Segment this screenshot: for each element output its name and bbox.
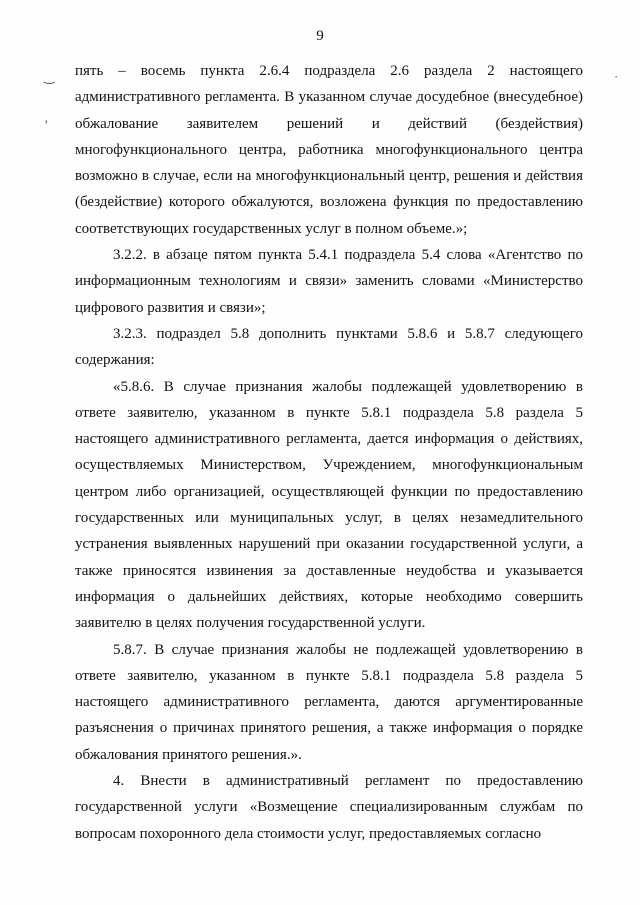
paragraph: 3.2.2. в абзаце пятом пункта 5.4.1 подраздела 5.4 слова «Агентство по информационным технологиям и связи» заменить словами «Министерство цифрового развития и связи»; — [75, 247, 583, 316]
scan-mark: ʼ — [44, 117, 49, 132]
paragraph: 5.8.7. В случае признания жалобы не подлежащей удовлетворению в ответе заявителю, указанном в пункте 5.8.1 подраздела 5.8 раздела 5 настоящего административного регламента, даются аргументированные разъяснения о причинах принятого решения, а также информация о порядке обжалования принятого решения.». — [75, 641, 583, 763]
page-number: 9 — [316, 28, 324, 44]
scan-mark: ‿ — [44, 69, 55, 84]
document-body — [75, 58, 583, 847]
scan-mark: · — [614, 69, 619, 84]
paragraph: 3.2.3. подраздел 5.8 дополнить пунктами 5.8.6 и 5.8.7 следующего содержания: — [75, 325, 583, 369]
paragraph: 4. Внести в административный регламент по предоставлению государственной услуги «Возмещение специализированным службам по вопросам похоронного дела стоимости услуг, предоставляемых согласно — [75, 773, 583, 842]
paragraph: «5.8.6. В случае признания жалобы подлежащей удовлетворению в ответе заявителю, указанном в пункте 5.8.1 подраздела 5.8 раздела 5 настоящего административного регламента, дается информация о действиях, осуществляемых Министерством, Учреждением, многофункциональным центром либо организацией, осуществляющей функции по предоставлению государственных или муниципальных услуг, в целях незамедлительного устранения выявленных нарушений при оказании государственной услуги, а также приносятся извинения за доставленные неудобства и указывается информация о дальнейших действиях, которые необходимо совершить заявителю в целях получения государственной услуги. — [75, 378, 583, 632]
paragraph: пять – восемь пункта 2.6.4 подраздела 2.6 раздела 2 настоящего административного регламента. В указанном случае досудебное (внесудебное) обжалование заявителем решений и действий (бездействия) многофункционального центра, работника многофункционального центра возможно в случае, если на многофункциональный центр, решения и действия (бездействие) которого обжалуются, возложена функция по предоставлению соответствующих государственных услуг в полном объеме.»; — [75, 63, 583, 237]
